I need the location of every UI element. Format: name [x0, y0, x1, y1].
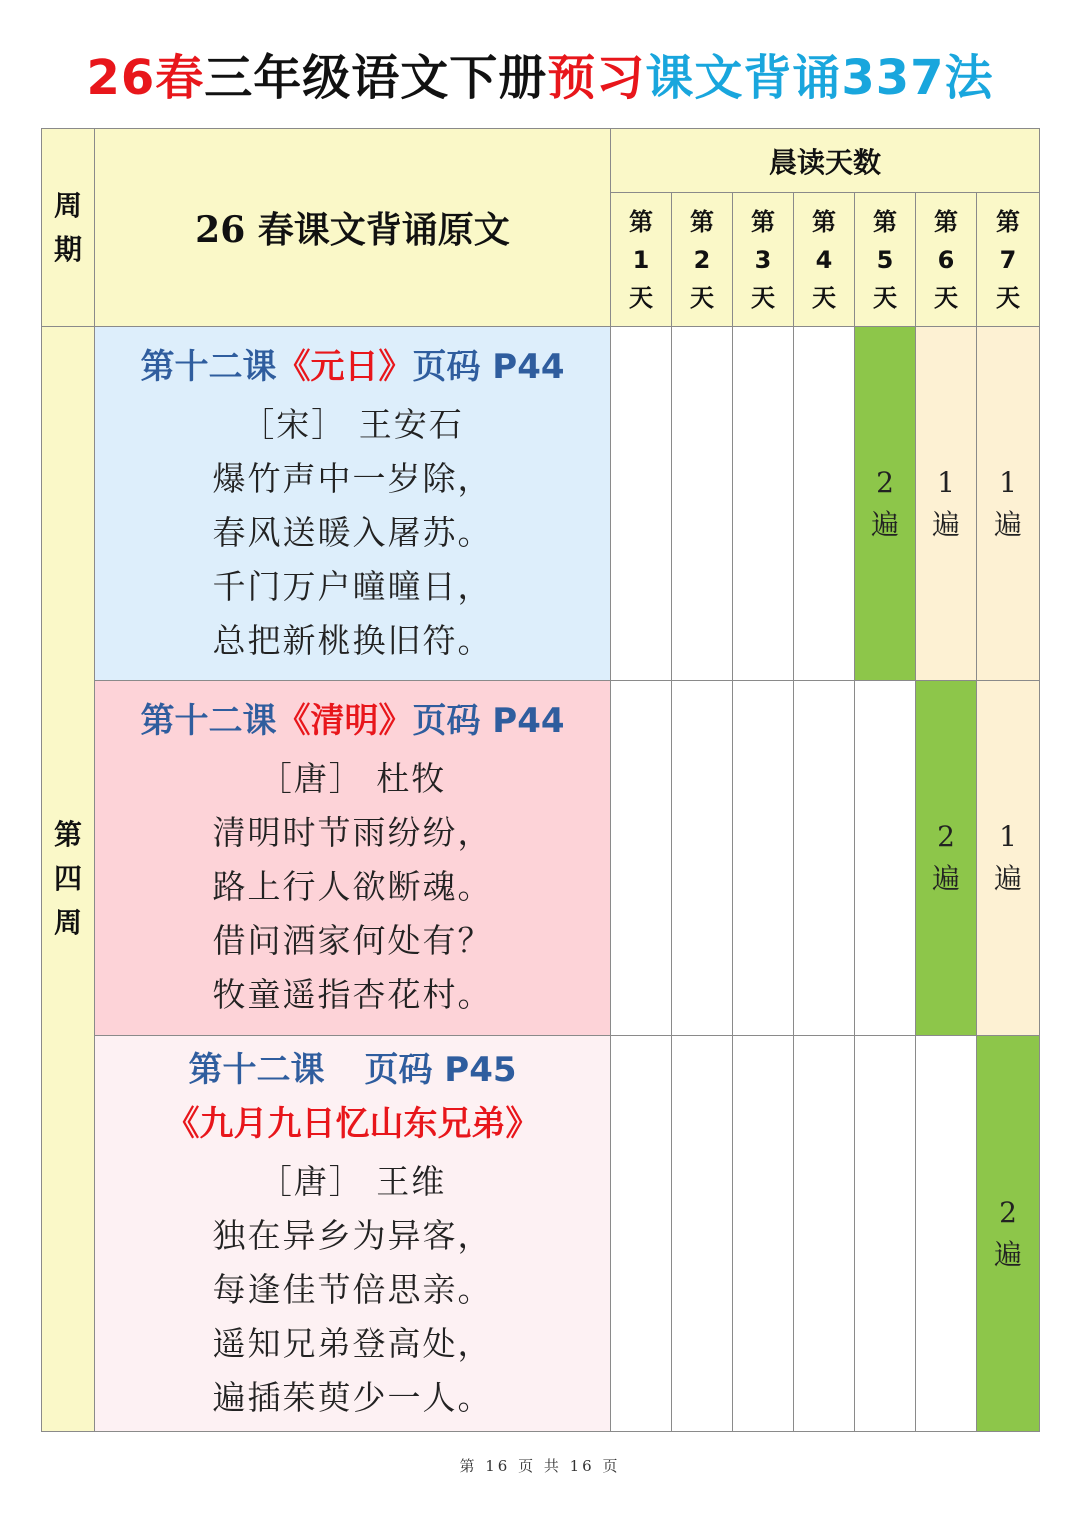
reading-count: 2 遍	[994, 1195, 1023, 1271]
day-header-text: 第 6 天	[934, 207, 958, 312]
title-part-grade: 三年级语文下册	[204, 50, 548, 106]
poem-line: 借问酒家何处有？	[212, 921, 493, 960]
week-label: 第 四 周	[53, 818, 82, 939]
day-header-4	[794, 193, 855, 327]
poem-line: 路上行人欲断魂。	[212, 867, 493, 906]
day-cell	[733, 327, 794, 681]
poem-cell-jiuyue	[95, 1036, 611, 1432]
day-cell	[855, 681, 916, 1036]
day-cell-reading-count	[977, 681, 1040, 1036]
poem-line: 遥知兄弟登高处，	[212, 1323, 493, 1363]
day-cell	[611, 1036, 672, 1432]
day-header-1	[611, 193, 672, 327]
day-header-2	[672, 193, 733, 327]
poem-line: 遍插茱萸少一人。	[212, 1377, 493, 1417]
day-header-3	[733, 193, 794, 327]
poem-line: 春风送暖入屠苏。	[212, 512, 493, 552]
day-cell-reading-count	[977, 327, 1040, 681]
day-cell-reading-count	[977, 1036, 1040, 1432]
reading-count: 1 遍	[994, 820, 1023, 895]
day-cell	[733, 1036, 794, 1432]
poem-line: 独在异乡为异客，	[212, 1215, 493, 1255]
poem-line: 牧童遥指杏花村。	[212, 975, 493, 1014]
day-header-text: 第 3 天	[751, 207, 775, 312]
day-cell	[672, 681, 733, 1036]
title-part-method: 课文背诵337法	[645, 50, 994, 106]
poem-author: ［唐］ 杜牧	[258, 759, 447, 798]
poem-line: 千门万户曈曈日，	[212, 566, 493, 606]
morning-reading-days-header: 晨读天数	[611, 129, 1040, 193]
poem-line: 清明时节雨纷纷，	[212, 813, 493, 852]
day-cell-reading-count	[916, 327, 977, 681]
lesson-heading	[95, 694, 610, 748]
poem-title: 《元日》	[276, 346, 413, 387]
table-row	[42, 1036, 1040, 1432]
page-number: 页码 P45	[364, 1049, 517, 1090]
title-part-preview: 预习	[547, 50, 646, 106]
day-header-text: 第 7 天	[996, 207, 1021, 312]
page-number: 页码 P44	[412, 346, 565, 387]
period-header-text: 周 期	[53, 188, 82, 266]
day-cell	[611, 327, 672, 681]
lesson-number: 第十二课	[140, 346, 277, 387]
recitation-table	[41, 128, 1040, 1432]
day-header-5	[855, 193, 916, 327]
poem-line: 总把新桃换旧符。	[212, 620, 493, 660]
lesson-number: 第十二课	[140, 701, 277, 741]
lesson-heading	[95, 340, 610, 394]
title-part-year: 26春	[86, 50, 205, 106]
table-row	[42, 681, 1040, 1036]
reading-count: 1 遍	[931, 465, 960, 541]
day-header-text: 第 1 天	[629, 207, 653, 312]
day-header-7	[977, 193, 1040, 327]
day-cell	[794, 681, 855, 1036]
poem-line: 爆竹声中一岁除，	[212, 458, 493, 498]
original-text-header: 26 春课文背诵原文	[95, 129, 611, 327]
page-number: 页码 P44	[412, 701, 565, 741]
day-cell	[855, 1036, 916, 1432]
period-header	[42, 129, 95, 327]
day-cell	[733, 681, 794, 1036]
poem-title: 《清明》	[276, 701, 413, 741]
page-footer: 第 16 页 共 16 页	[459, 1457, 621, 1475]
day-cell-reading-count	[855, 327, 916, 681]
poem-author: ［唐］ 王维	[258, 1161, 447, 1201]
page-title	[0, 40, 1080, 116]
day-cell	[611, 681, 672, 1036]
poem-line: 每逢佳节倍思亲。	[212, 1269, 493, 1309]
lesson-heading	[95, 1043, 610, 1097]
day-cell-reading-count	[916, 681, 977, 1036]
reading-count: 2 遍	[870, 465, 899, 541]
poem-title: 《九月九日忆山东兄弟》	[165, 1103, 540, 1144]
day-header-text: 第 2 天	[690, 207, 714, 312]
day-cell	[794, 1036, 855, 1432]
day-cell	[916, 1036, 977, 1432]
table-row	[42, 327, 1040, 681]
poem-author: ［宋］ 王安石	[241, 404, 464, 444]
week-label-cell	[42, 327, 95, 1432]
day-header-text: 第 5 天	[873, 207, 897, 312]
day-cell	[672, 1036, 733, 1432]
day-header-text: 第 4 天	[812, 207, 836, 312]
poem-cell-qingming	[95, 681, 611, 1036]
day-cell	[672, 327, 733, 681]
day-header-6	[916, 193, 977, 327]
reading-count: 1 遍	[994, 465, 1023, 541]
reading-count: 2 遍	[931, 820, 960, 895]
poem-cell-yuanri	[95, 327, 611, 681]
lesson-number: 第十二课	[188, 1049, 325, 1090]
day-cell	[794, 327, 855, 681]
